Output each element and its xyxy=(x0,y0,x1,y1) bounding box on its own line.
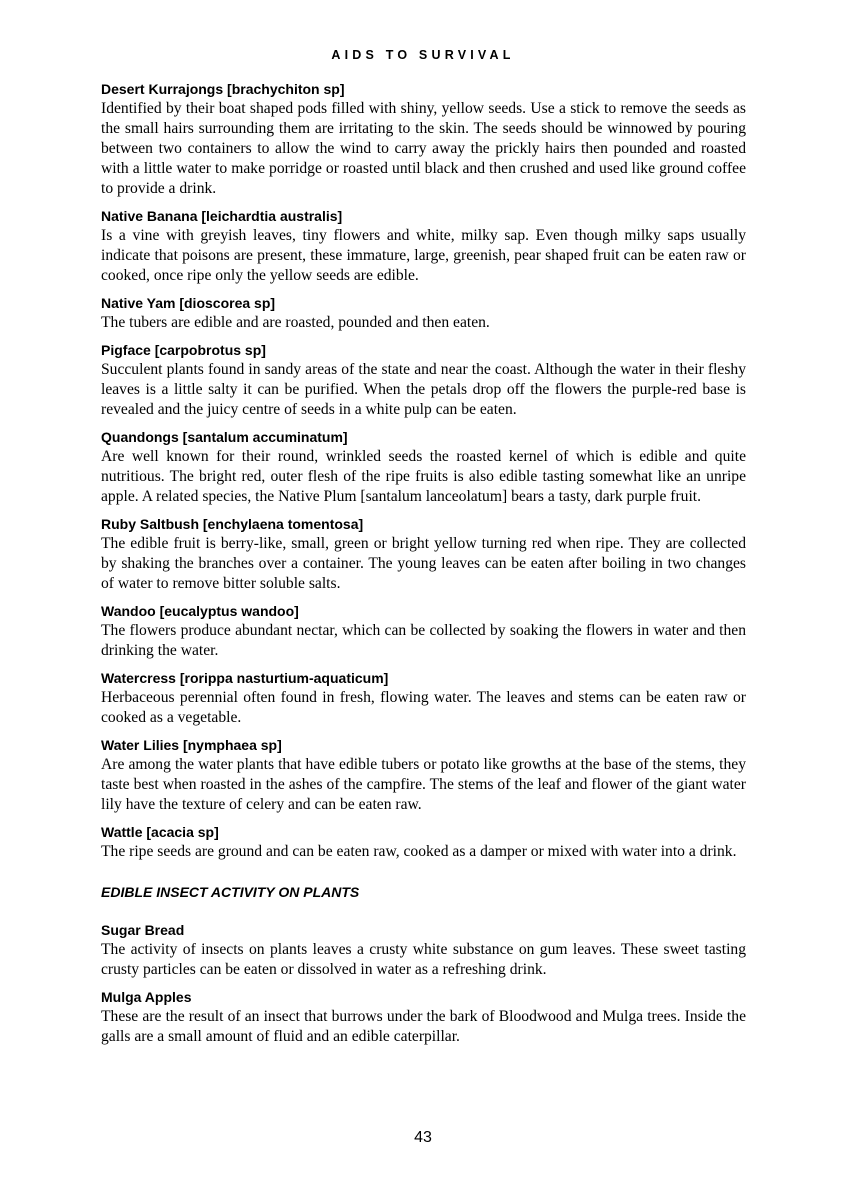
entry-watercress xyxy=(101,668,746,728)
entry-pigface xyxy=(101,340,746,420)
entry-text: Are among the water plants that have edible tubers or potato like growths at the base of the stems, they taste best when roasted in the ashes of the campfire. The stems of the leaf and flower of the giant water lily have the texture of celery and can be eaten raw. xyxy=(101,756,746,813)
page-number: 43 xyxy=(414,1129,432,1146)
entry-text: Succulent plants found in sandy areas of the state and near the coast. Although the water in their fleshy leaves is a little salty it can be purified. When the petals drop off the flowers the purple-red base is revealed and the juicy centre of seeds in a white pulp can be eaten. xyxy=(101,361,746,418)
entry-text: The activity of insects on plants leaves a crusty white substance on gum leaves. These sweet tasting crusty particles can be eaten or dissolved in water as a refreshing drink. xyxy=(101,941,746,978)
entry-title: Native Yam [dioscorea sp] xyxy=(101,295,276,311)
entry-sugar-bread xyxy=(101,920,746,980)
entry-quandongs xyxy=(101,427,746,507)
entry-mulga-apples xyxy=(101,987,746,1047)
entry-text: The edible fruit is berry-like, small, green or bright yellow turning red when ripe. They are collected by shaking the branches over a container. The young leaves can be eaten after boiling in two changes of water to remove bitter soluble salts. xyxy=(101,535,746,592)
entry-text: Herbaceous perennial often found in fresh, flowing water. The leaves and stems can be eaten raw or cooked as a vegetable. xyxy=(101,689,746,726)
entry-title: Ruby Saltbush [enchylaena tomentosa] xyxy=(101,516,364,532)
entry-title: Quandongs [santalum accuminatum] xyxy=(101,429,348,445)
entry-title: Watercress [rorippa nasturtium-aquaticum] xyxy=(101,670,389,686)
entry-title: Desert Kurrajongs [brachychiton sp] xyxy=(101,81,345,97)
entry-text: Is a vine with greyish leaves, tiny flowers and white, milky sap. Even though milky saps usually indicate that poisons are present, these immature, large, greenish, pear shaped fruit can be eaten raw or cooked, once ripe only the yellow seeds are edible. xyxy=(101,227,746,284)
entry-title: Sugar Bread xyxy=(101,922,185,938)
entry-text: Are well known for their round, wrinkled seeds the roasted kernel of which is edible and quite nutritious. The bright red, outer flesh of the ripe fruits is also edible tasting somewhat like an unripe apple. A related species, the Native Plum [santalum lanceolatum] bears a tasty, dark purple fruit. xyxy=(101,448,746,505)
entry-text: These are the result of an insect that burrows under the bark of Bloodwood and Mulga trees. Inside the galls are a small amount of fluid and an edible caterpillar. xyxy=(101,1008,746,1045)
entry-text: Identified by their boat shaped pods filled with shiny, yellow seeds. Use a stick to remove the seeds as the small hairs surrounding them are irritating to the skin. The seeds should be winnowed by pouring between two containers to allow the wind to carry away the prickly hairs then pounded and roasted with a little water to make porridge or roasted until black and then crushed and used like ground coffee to provide a drink. xyxy=(101,100,746,197)
page-content xyxy=(101,79,746,1054)
entry-title: Wattle [acacia sp] xyxy=(101,824,219,840)
entry-title: Water Lilies [nymphaea sp] xyxy=(101,737,282,753)
entry-ruby-saltbush xyxy=(101,514,746,594)
running-head: AIDS TO SURVIVAL xyxy=(331,48,515,62)
entry-text: The flowers produce abundant nectar, which can be collected by soaking the flowers in water and then drinking the water. xyxy=(101,622,746,659)
entry-water-lilies xyxy=(101,735,746,815)
entry-native-yam xyxy=(101,293,746,333)
entry-title: Wandoo [eucalyptus wandoo] xyxy=(101,603,299,619)
entry-wattle xyxy=(101,822,746,862)
entry-title: Pigface [carpobrotus sp] xyxy=(101,342,266,358)
entry-desert-kurrajongs xyxy=(101,79,746,199)
entry-text: The ripe seeds are ground and can be eaten raw, cooked as a damper or mixed with water into a drink. xyxy=(101,843,737,860)
entry-title: Native Banana [leichardtia australis] xyxy=(101,208,343,224)
entry-wandoo xyxy=(101,601,746,661)
entry-text: The tubers are edible and are roasted, pounded and then eaten. xyxy=(101,314,490,331)
entry-title: Mulga Apples xyxy=(101,989,192,1005)
entry-native-banana xyxy=(101,206,746,286)
section-heading: EDIBLE INSECT ACTIVITY ON PLANTS xyxy=(101,884,360,900)
